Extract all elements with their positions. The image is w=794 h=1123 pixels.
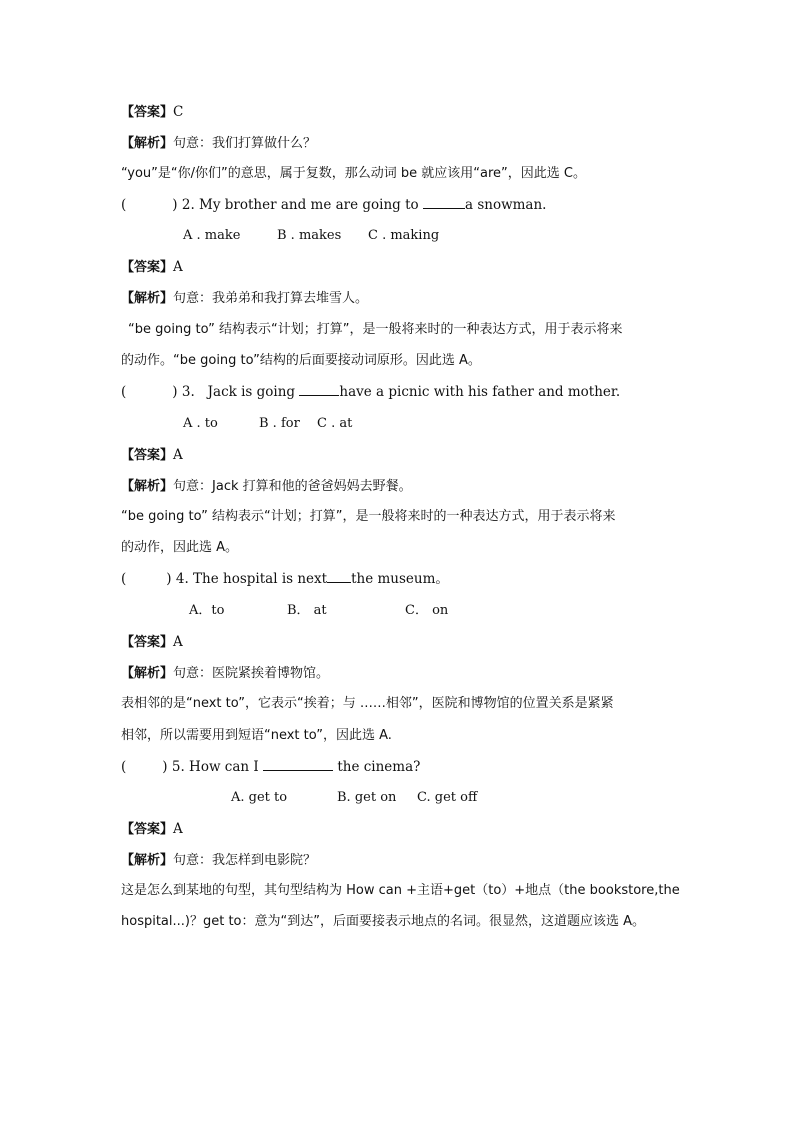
answer-paren-close: ) [166, 571, 172, 587]
explanation-line: 的动作。“be going to”结构的后面要接动词原形。因此选 A。 [121, 353, 481, 368]
answer-paren-open: ( [121, 759, 127, 775]
question-number: 2. [181, 197, 195, 213]
answer-blank[interactable] [327, 570, 351, 583]
answer-line-2 [121, 258, 183, 277]
explanation-line: hospital...)？get to：意为“到达”，后面要接表示地点的名词。很显然，这道题应该选 A。 [121, 914, 645, 929]
question-stem-after: the museum。 [351, 571, 449, 587]
analysis-meaning: 句意：Jack 打算和他的爸爸妈妈去野餐。 [173, 479, 412, 494]
answer-paren-close: ) [172, 197, 178, 213]
analysis-meaning: 句意：我们打算做什么？ [173, 136, 317, 151]
analysis-meaning: 句意：医院紧挨着博物馆。 [173, 666, 330, 681]
answer-line-4 [121, 633, 183, 652]
answer-line-5 [121, 820, 183, 839]
explanation-line: 的动作，因此选 A。 [121, 540, 239, 555]
analysis-label: 【解析】 [121, 666, 174, 681]
answer-label: 【答案】 [121, 105, 174, 120]
option-b[interactable]: B . makes [277, 228, 342, 243]
answer-blank[interactable] [263, 758, 333, 771]
answer-label: 【答案】 [121, 635, 174, 650]
answer-line-1 [121, 103, 183, 122]
question-number: 3. [181, 384, 195, 400]
option-a[interactable]: A . make [183, 228, 241, 243]
option-c[interactable]: C. get off [417, 790, 478, 805]
question-number: 4. [175, 571, 189, 587]
question-stem-after: the cinema? [337, 759, 421, 775]
option-c[interactable]: C． on [405, 603, 449, 618]
explanation-line: “be going to” 结构表示“计划；打算”，是一般将来时的一种表达方式，用于表示将来 [121, 509, 616, 524]
option-a[interactable]: A . to [183, 416, 218, 431]
answer-value: A [173, 447, 183, 463]
question-3 [121, 383, 620, 401]
answer-paren-open: ( [121, 197, 127, 213]
answer-paren-close: ) [162, 759, 168, 775]
answer-blank[interactable] [423, 196, 465, 209]
analysis-meaning: 句意：我弟弟和我打算去堆雪人。 [173, 291, 369, 306]
question-stem-before: How can I [189, 759, 259, 775]
analysis-line-3 [121, 477, 412, 496]
analysis-label: 【解析】 [121, 853, 174, 868]
analysis-label: 【解析】 [121, 479, 174, 494]
answer-value: C [173, 104, 184, 120]
analysis-line-1 [121, 134, 316, 153]
option-a[interactable]: A．to [189, 603, 225, 618]
answer-paren-close: ) [172, 384, 178, 400]
question-stem-after: have a picnic with his father and mother. [339, 384, 621, 400]
analysis-meaning: 句意：我怎样到电影院？ [173, 853, 317, 868]
explanation-line: “be going to” 结构表示“计划；打算”，是一般将来时的一种表达方式，用于表示将来 [128, 322, 623, 337]
explanation-line: 这是怎么到某地的句型，其句型结构为 How can +主语+get（to）+地点（the bookstore,the [121, 883, 680, 898]
analysis-line-2 [121, 289, 368, 308]
option-c[interactable]: C . making [368, 228, 440, 243]
answer-line-3 [121, 446, 183, 465]
answer-blank[interactable] [299, 383, 339, 396]
option-a[interactable]: A. get to [231, 790, 288, 805]
explanation-line: “you”是“你/你们”的意思，属于复数，那么动词 be 就应该用“are”，因此选 C。 [121, 166, 586, 181]
option-b[interactable]: B． at [287, 603, 327, 618]
question-2 [121, 196, 546, 214]
analysis-label: 【解析】 [121, 291, 174, 306]
answer-label: 【答案】 [121, 448, 174, 463]
question-stem-before: Jack is going [207, 384, 296, 400]
question-stem-before: The hospital is next [193, 571, 328, 587]
answer-value: A [173, 634, 183, 650]
answer-paren-open: ( [121, 571, 127, 587]
option-b[interactable]: B . for [259, 416, 300, 431]
option-b[interactable]: B. get on [337, 790, 397, 805]
analysis-line-5 [121, 851, 316, 870]
analysis-label: 【解析】 [121, 136, 174, 151]
answer-value: A [173, 821, 183, 837]
answer-label: 【答案】 [121, 822, 174, 837]
analysis-line-4 [121, 664, 329, 683]
answer-paren-open: ( [121, 384, 127, 400]
option-c[interactable]: C . at [317, 416, 353, 431]
explanation-line: 相邻，所以需要用到短语“next to”，因此选 A. [121, 728, 392, 743]
question-stem-after: a snowman. [464, 197, 547, 213]
question-number: 5. [171, 759, 185, 775]
answer-value: A [173, 259, 183, 275]
question-5 [121, 758, 420, 776]
question-4 [121, 570, 449, 588]
answer-label: 【答案】 [121, 260, 174, 275]
explanation-line: 表相邻的是“next to”，它表示“挨着；与 ……相邻”，医院和博物馆的位置关系是紧紧 [121, 696, 614, 711]
question-stem-before: My brother and me are going to [199, 197, 419, 213]
